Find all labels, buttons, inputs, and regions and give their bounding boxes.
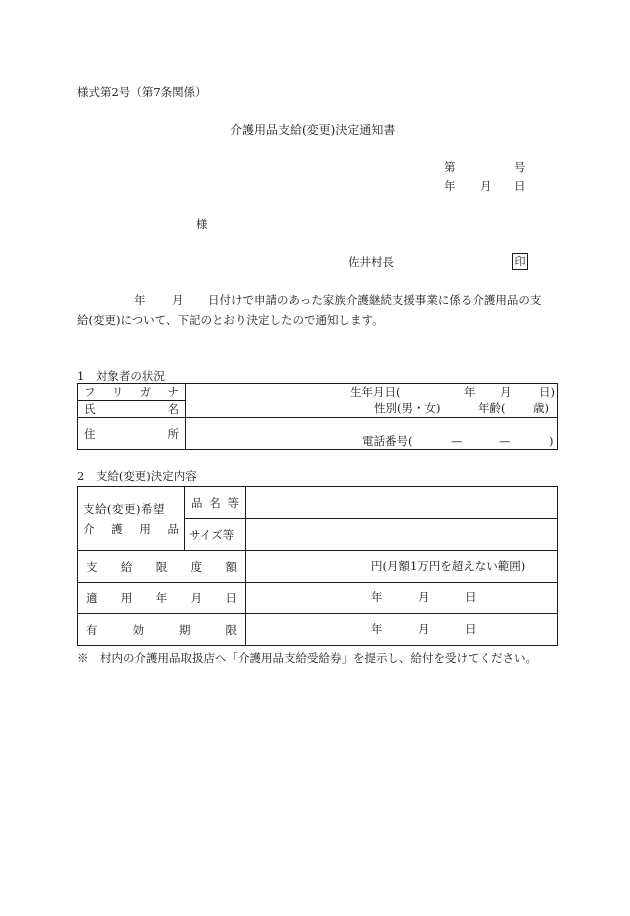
document-title: 介護用品支給(変更)決定通知書 [230, 123, 396, 137]
decision-table [77, 486, 558, 646]
footnote: ※ 村内の介護用品取扱店へ「介護用品支給受給券」を提示し、給付を受けてください。 [77, 651, 537, 665]
item-name-label-cell [185, 487, 246, 519]
addressee-suffix: 様 [196, 217, 208, 231]
body-line1-text: 日付けで申請のあった家族介護継続支援事業に係る介護用品の支 [208, 293, 542, 307]
body-line1-year: 年 [134, 293, 146, 307]
desired-label-line1: 支給(変更)希望 [83, 501, 165, 516]
body-line2: 給(変更)について、下記のとおり決定したので通知します。 [77, 313, 384, 327]
date-day: 日 [514, 179, 526, 193]
desired-item-label-cell [78, 487, 185, 551]
age-unit: 歳) [533, 401, 549, 415]
doc-number-go: 号 [514, 160, 526, 174]
limit-label: 支 給 限 度 額 [86, 559, 237, 574]
date-year: 年 [444, 179, 456, 193]
limit-label-cell [78, 551, 246, 583]
start-day: 日 [465, 590, 477, 604]
section2-heading: 2 支給(変更)決定内容 [77, 469, 197, 483]
start-date-label-cell [78, 583, 246, 614]
valid-until-label-cell [78, 614, 246, 646]
valid-month: 月 [418, 622, 430, 636]
start-date-value-cell[interactable] [246, 583, 558, 614]
date-month: 月 [480, 179, 492, 193]
section1-heading: 1 対象者の状況 [77, 369, 165, 383]
name-label-cell [78, 401, 186, 418]
valid-until-label: 有 効 期 限 [86, 622, 237, 637]
address-label: 住 所 [84, 426, 179, 441]
valid-year: 年 [371, 622, 383, 636]
phone-label: 電話番号( [362, 434, 413, 448]
form-number: 様式第2号（第7条関係） [77, 85, 207, 99]
valid-until-value-cell[interactable] [246, 614, 558, 646]
name-label: 氏 名 [84, 402, 179, 416]
address-value-cell[interactable] [186, 418, 558, 450]
desired-label-line2: 介 護 用 品 [83, 521, 179, 536]
valid-day: 日 [465, 622, 477, 636]
body-line1-month: 月 [172, 293, 184, 307]
birthdate-day: 日) [539, 385, 555, 399]
furigana-label-cell [78, 384, 186, 401]
limit-value: 円(月額1万円を超えない範囲) [371, 559, 526, 573]
furigana-label: フ リ ガ ナ [84, 385, 179, 399]
seal-stamp: 印 [512, 253, 528, 270]
phone-close: ) [549, 434, 554, 448]
age-label: 年齢( [478, 401, 506, 415]
phone-dash-1: — [451, 434, 463, 448]
item-name-value-cell[interactable] [246, 487, 558, 519]
limit-value-cell[interactable] [246, 551, 558, 583]
phone-dash-2: — [499, 434, 511, 448]
start-date-label: 適 用 年 月 日 [86, 591, 237, 605]
birthdate-label: 生年月日( [350, 385, 401, 399]
birthdate-month: 月 [500, 385, 512, 399]
name-value-cell[interactable] [186, 384, 558, 418]
size-label: サイズ等 [189, 527, 235, 542]
address-label-cell [78, 418, 186, 450]
size-label-cell [185, 519, 246, 551]
start-month: 月 [418, 590, 430, 604]
issuer: 佐井村長 [348, 255, 394, 269]
gender-field: 性別(男・女) [374, 401, 441, 415]
doc-number-dai: 第 [444, 160, 456, 174]
start-year: 年 [371, 590, 383, 604]
size-value-cell[interactable] [246, 519, 558, 551]
item-name-label: 品 名 等 [191, 495, 239, 510]
birthdate-year: 年 [464, 385, 476, 399]
subject-table [77, 383, 558, 450]
